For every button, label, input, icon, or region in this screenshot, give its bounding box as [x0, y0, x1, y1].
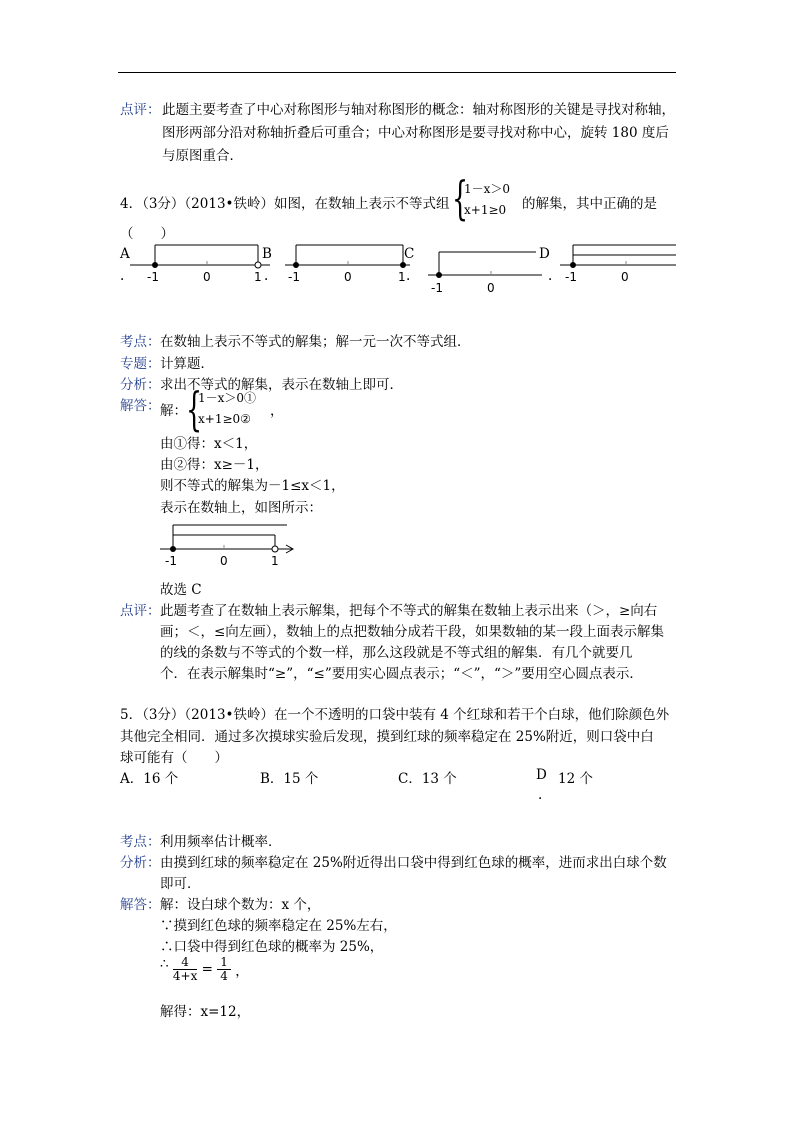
option-a-number-line [130, 240, 275, 288]
q5-kaodian: 利用频率估计概率． [160, 834, 282, 850]
q4-dianping-line-2: 画；＜，≤向左画），数轴上的点把数轴分成若干段，如果数轴的某一段上面表示解集 [160, 624, 665, 640]
option-c-tick-0: 0 [487, 281, 495, 295]
q4-step-1: 由①得：x＜1， [160, 436, 258, 452]
option-d-tick-0: 0 [621, 270, 629, 284]
q4-stem-prefix: 4．（3分）（2013•铁岭）如图，在数轴上表示不等式组 [120, 196, 450, 212]
option-b-letter: B [262, 246, 272, 262]
q5-step-3: ∴口袋中得到红色球的概率为 25%， [160, 939, 384, 955]
option-c-number-line [428, 240, 543, 298]
q5-fenxi-line-1: 由摸到红球的频率稳定在 25%附近得出口袋中得到红色球的概率，进而求出白球个数 [160, 855, 667, 871]
q5-option-d-text: 12 个 [558, 771, 593, 787]
option-d-letter: D [539, 246, 550, 262]
q4-jieda-label: 解答： [120, 398, 161, 414]
q5-therefore: ∴ [160, 956, 169, 972]
q5-kaodian-label: 考点： [120, 834, 161, 850]
option-b-dot: . [264, 268, 269, 284]
q4-answer-tick-neg1: -1 [165, 554, 177, 568]
q4-fenxi: 求出不等式的解集，表示在数轴上即可． [160, 377, 403, 393]
option-c-letter: C [404, 246, 415, 262]
q5-option-a: A．16 个 [120, 771, 179, 787]
q5-frac1-den: 4+x [172, 969, 198, 983]
q4-step-3: 则不等式的解集为－1≤x＜1， [160, 478, 345, 494]
q4-solution-brace: { [186, 382, 203, 436]
q5-frac2-den: 4 [220, 969, 228, 983]
option-a-tick-0: 0 [203, 270, 211, 284]
q5-equals: = [201, 961, 213, 978]
q5-fenxi-line-2: 即可． [160, 876, 201, 892]
q5-frac2-num: 1 [217, 956, 231, 970]
q4-fenxi-label: 分析： [120, 377, 161, 393]
q5-fenxi-label: 分析： [120, 855, 161, 871]
header-rule [118, 72, 676, 73]
option-d-tick-neg1: -1 [565, 270, 577, 284]
q4-kaodian-label: 考点： [120, 334, 161, 350]
q4-answer-number-line [160, 518, 300, 570]
option-c-tick-neg1: -1 [431, 281, 443, 295]
prev-comment-line-2: 图形两部分沿对称轴折叠后可重合；中心对称图形是要寻找对称中心，旋转 180 度后 [162, 125, 669, 141]
option-c-dot: . [406, 268, 411, 284]
q4-kaodian: 在数轴上表示不等式的解集；解一元一次不等式组． [160, 334, 471, 350]
q5-tail: ， [235, 963, 249, 980]
q5-jieda-label: 解答： [120, 897, 161, 913]
q5-stem-line-1: 5．（3分）（2013•铁岭）在一个不透明的口袋中装有 4 个红球和若干个白球，他们除颜色外 [120, 707, 670, 723]
q5-step-2: ∵摸到红色球的频率稳定在 25%左右， [160, 918, 397, 934]
q4-eq2: x+1≥0② [198, 412, 251, 426]
prev-comment-line-1: 此题主要考查了中心对称图形与轴对称图形的概念：轴对称图形的关键是寻找对称轴， [162, 102, 675, 118]
q4-jie: 解： [160, 403, 187, 419]
q5-stem-line-3: 球可能有（ ） [120, 750, 228, 766]
q4-dianping-line-4: 个．在表示解集时“≥”，“≤”要用实心圆点表示；“＜”，“＞”要用空心圆点表示． [160, 666, 643, 682]
prev-comment-label: 点评： [120, 102, 161, 118]
q5-step-1: 解：设白球个数为：x 个， [160, 897, 321, 913]
q5-fraction-right [217, 956, 231, 983]
q4-answer-paren: （ ） [120, 226, 174, 242]
q4-system-line-1: 1－x＞0 [464, 182, 511, 196]
q5-option-d-dot: . [538, 787, 543, 803]
q5-frac1-num: 4 [173, 956, 197, 970]
option-a-tick-1: 1 [254, 270, 262, 284]
option-a-dot: . [120, 268, 125, 284]
q4-zhuanti-label: 专题： [120, 356, 161, 372]
q4-dianping-label: 点评： [120, 603, 161, 619]
q5-option-b: B．15 个 [260, 771, 319, 787]
q5-fraction-left [173, 956, 197, 983]
q4-stem-suffix: 的解集，其中正确的是 [522, 196, 657, 212]
option-a-tick-neg1: -1 [147, 270, 159, 284]
option-b-tick-neg1: -1 [288, 270, 300, 284]
q4-system-brace: { [452, 171, 469, 225]
q5-step-5: 解得：x=12， [160, 1004, 251, 1020]
option-b-tick-0: 0 [344, 270, 352, 284]
option-d-number-line [560, 238, 678, 286]
option-d-dot: . [548, 268, 553, 284]
q4-dianping-line-1: 此题考查了在数轴上表示解集，把每个不等式的解集在数轴上表示出来（＞，≥向右 [160, 603, 658, 619]
q5-option-c: C．13 个 [398, 771, 457, 787]
option-b-tick-1: 1 [398, 270, 406, 284]
q4-zhuanti: 计算题． [160, 356, 214, 372]
q4-comma: ， [270, 403, 284, 419]
prev-comment-line-3: 与原图重合． [162, 148, 243, 164]
option-a-letter: A [120, 246, 130, 262]
q4-step-4: 表示在数轴上，如图所示： [160, 500, 322, 516]
q4-system-line-2: x+1≥0 [464, 203, 507, 217]
q4-step-2: 由②得：x≥－1， [160, 457, 269, 473]
q4-choose: 故选 C [160, 582, 202, 598]
q5-option-d-letter: D [536, 767, 547, 783]
q5-stem-line-2: 其他完全相同．通过多次摸球实验后发现，摸到红球的频率稳定在 25%附近，则口袋中白 [120, 729, 654, 745]
q4-dianping-line-3: 的线的条数与不等式的个数一样，那么这段就是不等式组的解集．有几个就要几 [160, 645, 633, 661]
q4-answer-tick-1: 1 [271, 554, 279, 568]
q5-fraction-equation [160, 956, 249, 983]
option-b-number-line [285, 240, 415, 288]
q4-answer-tick-0: 0 [220, 554, 228, 568]
q4-eq1: 1－x＞0① [198, 391, 257, 405]
